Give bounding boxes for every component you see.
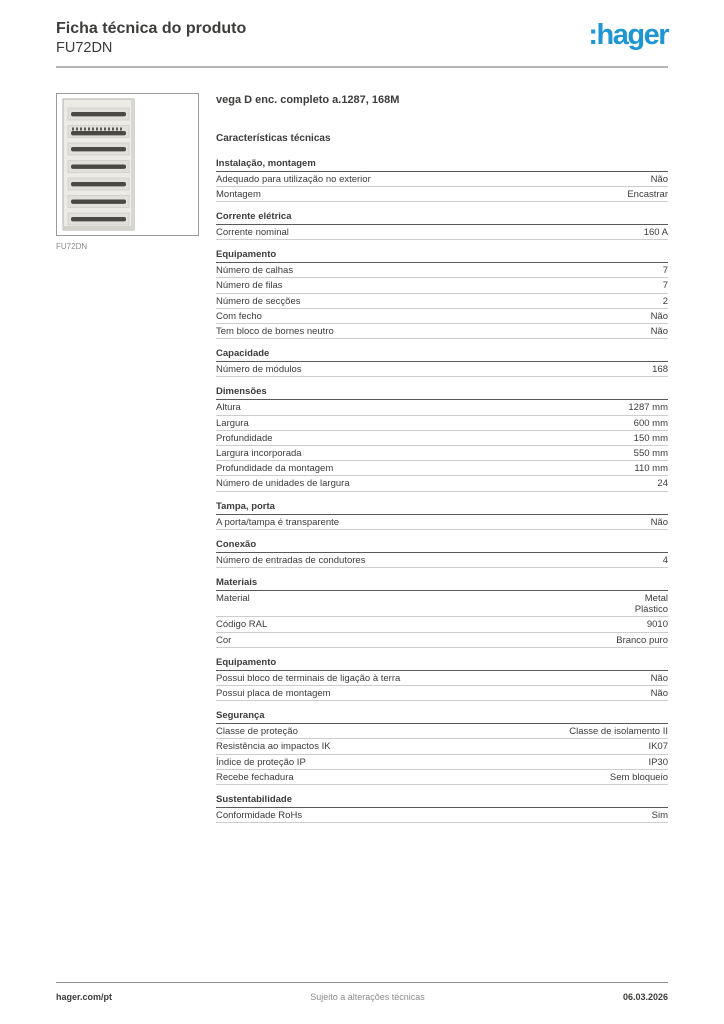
spec-label: Tem bloco de bornes neutro xyxy=(216,325,334,337)
spec-value xyxy=(651,688,668,699)
spec-value xyxy=(657,478,668,489)
section-title: Equipamento xyxy=(216,657,668,671)
spec-value-line: IP30 xyxy=(648,756,668,768)
spec-value-line: 550 mm xyxy=(633,447,668,459)
spec-value xyxy=(648,741,668,752)
spec-row xyxy=(216,553,668,568)
spec-row xyxy=(216,263,668,278)
spec-row xyxy=(216,739,668,754)
spec-label: Índice de proteção IP xyxy=(216,756,306,768)
spec-section xyxy=(216,158,668,202)
spec-row xyxy=(216,362,668,377)
spec-row xyxy=(216,808,668,823)
spec-label: Possui bloco de terminais de ligação à terra xyxy=(216,672,401,684)
doc-header xyxy=(56,20,668,68)
spec-section xyxy=(216,577,668,648)
spec-label: Conformidade RoHs xyxy=(216,810,303,821)
spec-row xyxy=(216,324,668,339)
spec-value-line: Plástico xyxy=(634,604,668,616)
spec-value-line: Sem bloqueio xyxy=(609,771,668,783)
spec-label: Largura incorporada xyxy=(216,447,302,459)
footer-date: 06.03.2026 xyxy=(622,992,668,1002)
spec-value-line: IK07 xyxy=(648,741,668,753)
spec-section xyxy=(216,710,668,785)
spec-value-line: Não xyxy=(650,325,668,337)
spec-value-line: Branco puro xyxy=(616,634,668,646)
spec-value xyxy=(651,673,668,684)
spec-value-line: 160 A xyxy=(643,226,668,238)
spec-value xyxy=(634,463,668,474)
section-title: Segurança xyxy=(216,710,668,724)
spec-row xyxy=(216,671,668,686)
spec-label: Altura xyxy=(216,402,241,414)
spec-value-line: Encastrar xyxy=(627,188,668,200)
spec-section xyxy=(216,539,668,568)
page-title: Ficha técnica do produto xyxy=(56,20,247,37)
spec-section xyxy=(216,794,668,823)
spec-value xyxy=(652,364,668,375)
spec-row xyxy=(216,686,668,701)
hager-logo: :hager xyxy=(588,19,668,51)
spec-value-line: 9010 xyxy=(646,619,668,631)
spec-value-line: 150 mm xyxy=(633,432,668,444)
spec-label: A porta/tampa é transparente xyxy=(216,516,340,528)
spec-label: Número de módulos xyxy=(216,364,302,376)
spec-value xyxy=(651,174,668,185)
section-title: Conexão xyxy=(216,539,668,553)
spec-section xyxy=(216,501,668,530)
product-image-frame xyxy=(56,93,199,236)
spec-row xyxy=(216,278,668,293)
spec-value-line: 110 mm xyxy=(634,463,668,475)
spec-section xyxy=(216,249,668,339)
spec-row xyxy=(216,591,668,617)
spec-value xyxy=(663,296,668,307)
spec-row xyxy=(216,724,668,739)
spec-row xyxy=(216,446,668,461)
spec-label: Número de filas xyxy=(216,280,283,292)
spec-value-line: 24 xyxy=(657,478,668,490)
spec-value xyxy=(648,757,668,768)
spec-section xyxy=(216,657,668,701)
spec-row xyxy=(216,770,668,785)
spec-value xyxy=(628,402,668,413)
spec-value xyxy=(663,280,668,291)
spec-row xyxy=(216,309,668,324)
spec-value xyxy=(651,517,668,528)
spec-value xyxy=(663,555,668,566)
spec-label: Número de calhas xyxy=(216,265,294,277)
doc-footer xyxy=(56,982,668,1002)
spec-row xyxy=(216,294,668,309)
spec-label: Cor xyxy=(216,634,232,646)
spec-value-line: 7 xyxy=(662,265,668,277)
spec-value-line: 2 xyxy=(662,295,668,307)
spec-label: Código RAL xyxy=(216,619,268,631)
spec-value xyxy=(616,635,668,646)
spec-value xyxy=(635,593,668,615)
product-image-caption: FU72DN xyxy=(56,242,88,252)
spec-label: Possui placa de montagem xyxy=(216,687,331,699)
spec-label: Montagem xyxy=(216,188,261,200)
spec-value-line: Sim xyxy=(651,810,668,821)
section-title: Materiais xyxy=(216,577,668,591)
spec-section xyxy=(216,348,668,377)
spec-value xyxy=(634,448,668,459)
spec-label: Com fecho xyxy=(216,310,262,322)
spec-label: Classe de proteção xyxy=(216,726,298,738)
spec-value xyxy=(647,619,668,630)
spec-label: Número de entradas de condutores xyxy=(216,554,366,566)
spec-row xyxy=(216,431,668,446)
spec-value xyxy=(651,326,668,337)
spec-value-line: Não xyxy=(650,672,668,684)
spec-row xyxy=(216,461,668,476)
product-name: vega D enc. completo a.1287, 168M xyxy=(216,94,400,107)
spec-label: Resistência ao impactos IK xyxy=(216,741,331,753)
spec-label: Largura xyxy=(216,417,249,429)
spec-value xyxy=(651,311,668,322)
spec-label: Corrente nominal xyxy=(216,226,289,238)
spec-value xyxy=(610,772,668,783)
spec-value xyxy=(634,433,668,444)
footer-website-link[interactable]: hager.com/pt xyxy=(56,992,113,1002)
spec-value-line: 4 xyxy=(662,554,668,566)
spec-sections xyxy=(216,158,668,824)
spec-value xyxy=(644,227,668,238)
specs-column xyxy=(216,93,668,832)
spec-value-line: Não xyxy=(650,173,668,185)
spec-row xyxy=(216,400,668,415)
section-title: Dimensões xyxy=(216,386,668,400)
spec-value-line: Metal xyxy=(644,592,668,604)
spec-value-line: Não xyxy=(650,687,668,699)
spec-value xyxy=(652,810,668,821)
spec-label: Profundidade xyxy=(216,432,273,444)
spec-row xyxy=(216,187,668,202)
section-title: Instalação, montagem xyxy=(216,158,668,172)
spec-row xyxy=(216,515,668,530)
spec-row xyxy=(216,633,668,648)
spec-label: Profundidade da montagem xyxy=(216,463,334,475)
section-title: Sustentabilidade xyxy=(216,794,668,808)
spec-value xyxy=(569,726,668,737)
characteristics-heading: Características técnicas xyxy=(216,132,331,144)
section-title: Equipamento xyxy=(216,249,668,263)
spec-row xyxy=(216,476,668,491)
spec-row xyxy=(216,225,668,240)
spec-value xyxy=(634,418,668,429)
spec-value-line: Não xyxy=(650,310,668,322)
section-title: Corrente elétrica xyxy=(216,211,668,225)
spec-label: Adequado para utilização no exterior xyxy=(216,173,371,185)
product-figure xyxy=(56,93,199,832)
spec-value-line: 1287 mm xyxy=(628,402,668,414)
spec-row xyxy=(216,617,668,632)
spec-label: Número de secções xyxy=(216,295,301,307)
spec-value-line: 7 xyxy=(662,280,668,292)
spec-section xyxy=(216,211,668,240)
spec-value xyxy=(627,189,668,200)
section-title: Tampa, porta xyxy=(216,501,668,515)
spec-section xyxy=(216,386,668,491)
enclosure-cabinet-icon xyxy=(57,94,198,235)
spec-value-line: 600 mm xyxy=(633,417,668,429)
spec-label: Recebe fechadura xyxy=(216,771,294,783)
spec-label: Material xyxy=(216,592,250,604)
footer-disclaimer: Sujeito a alterações técnicas xyxy=(310,992,425,1002)
spec-value xyxy=(663,265,668,276)
doc-main xyxy=(56,93,668,832)
spec-row xyxy=(216,172,668,187)
product-reference: FU72DN xyxy=(56,40,113,57)
section-title: Capacidade xyxy=(216,348,668,362)
spec-value-line: Não xyxy=(650,516,668,528)
spec-row xyxy=(216,755,668,770)
spec-label: Número de unidades de largura xyxy=(216,478,350,490)
spec-row xyxy=(216,416,668,431)
spec-value-line: Classe de isolamento II xyxy=(569,726,668,738)
spec-value-line: 168 xyxy=(652,364,668,376)
